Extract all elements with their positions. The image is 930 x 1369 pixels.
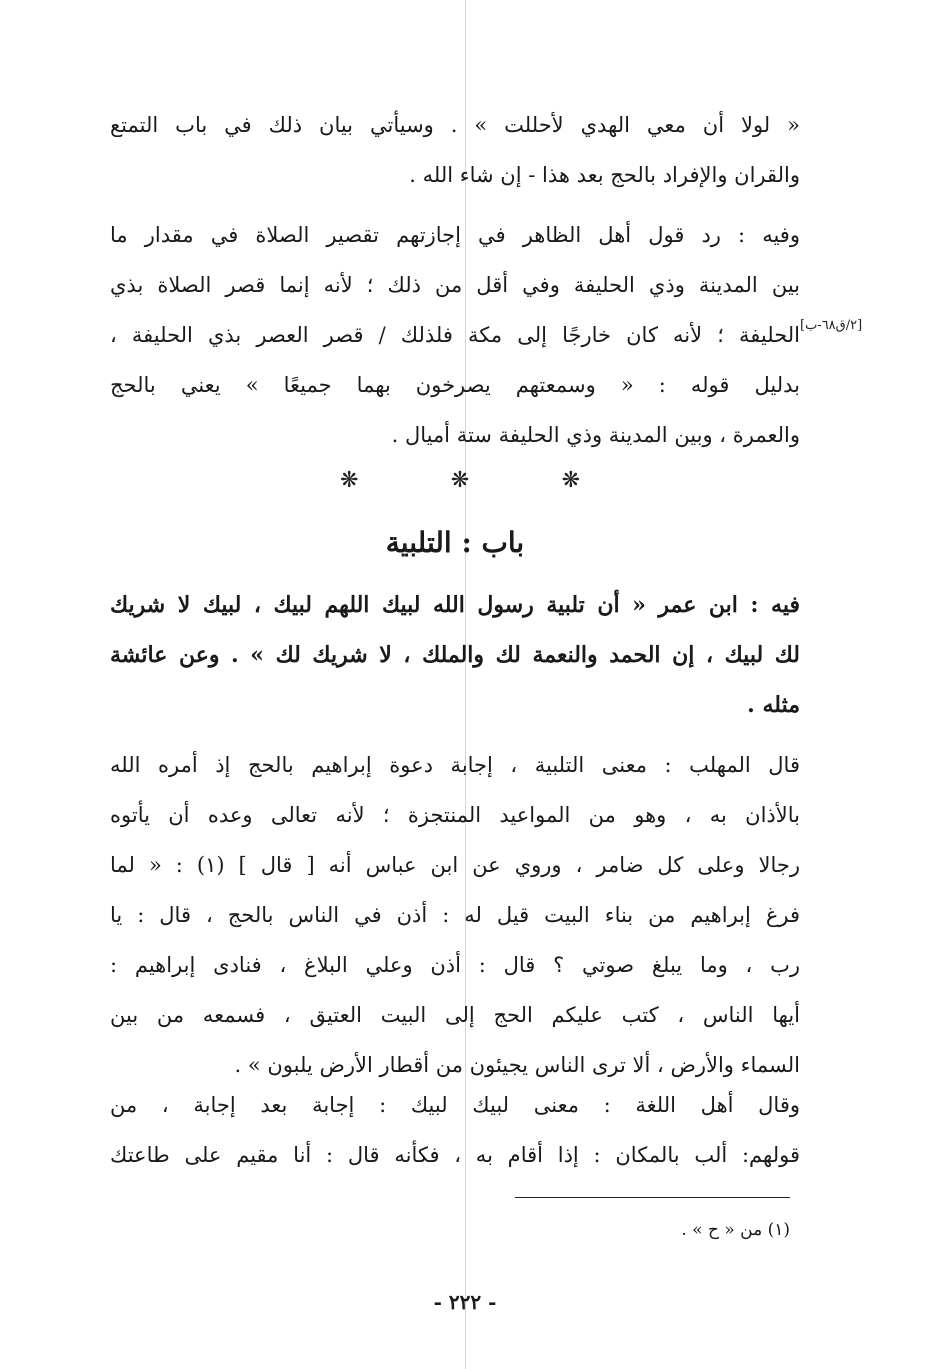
text-line: بين المدينة وذي الحليفة وفي أقل من ذلك ؛ لأنه إنما قصر الصلاة بذي: [110, 273, 800, 297]
text-line: بالأذان به ، وهو من المواعيد المنتجزة ؛ لأنه تعالى وعده أن يأتوه: [110, 803, 800, 827]
text-line: الحليفة ؛ لأنه كان خارجًا إلى مكة فلذلك / قصر العصر بذي الحليفة ،: [110, 323, 800, 347]
paragraph-tamattu-reference: [110, 100, 800, 200]
page-number: - ٢٢٢ -: [433, 1290, 497, 1314]
text-line: فرغ إبراهيم من بناء البيت قيل له : أذن في الناس بالحج ، قال : يا: [110, 903, 800, 927]
footnote-divider: [515, 1197, 790, 1198]
text-line: لك لبيك ، إن الحمد والنعمة لك والملك ، لا شريك لك » . وعن عائشة: [110, 642, 800, 668]
hadith-text: [110, 580, 800, 730]
text-line: بدليل قوله : « وسمعتهم يصرخون بهما جميعًا » يعني بالحج: [110, 373, 800, 397]
text-line: قولهم: ألب بالمكان : إذا أقام به ، فكأنه قال : أنا مقيم على طاعتك: [110, 1143, 800, 1167]
commentary-muhallab: [110, 740, 800, 1090]
text-line: وقال أهل اللغة : معنى لبيك لبيك : إجابة بعد إجابة ، من: [110, 1093, 800, 1117]
text-line: فيه : ابن عمر « أن تلبية رسول الله لبيك اللهم لبيك ، لبيك لا شريك: [110, 592, 800, 618]
asterism-ornament: ❋: [561, 468, 580, 493]
text-line: رب ، وما يبلغ صوتي ؟ قال : أذن وعلي البلاغ ، فنادى إبراهيم :: [110, 953, 800, 977]
paragraph-zahiri-rebuttal: [110, 210, 800, 460]
text-line: مثله .: [747, 692, 800, 718]
text-line: « لولا أن معي الهدي لأحللت » . وسيأتي بيان ذلك في باب التمتع: [110, 113, 800, 137]
section-separator: [340, 468, 580, 493]
footnote: (١) من « ح » .: [681, 1220, 790, 1240]
text-line: السماء والأرض ، ألا ترى الناس يجيئون من أقطار الأرض يلبون » .: [234, 1053, 800, 1077]
commentary-linguists: [110, 1080, 800, 1180]
manuscript-folio-note: [٢/ق٦٨-ب]: [800, 318, 863, 333]
text-line: رجالا وعلى كل ضامر ، وروي عن ابن عباس أنه [ قال ] (١) : « لما: [110, 853, 800, 877]
text-line: والقران والإفراد بالحج بعد هذا - إن شاء الله .: [409, 163, 800, 187]
asterism-ornament: ❋: [340, 468, 359, 493]
text-line: أيها الناس ، كتب عليكم الحج إلى البيت العتيق ، فسمعه من بين: [110, 1003, 800, 1027]
text-line: قال المهلب : معنى التلبية ، إجابة دعوة إبراهيم بالحج إذ أمره الله: [110, 753, 800, 777]
chapter-title: باب : التلبية: [385, 526, 525, 559]
text-line: وفيه : رد قول أهل الظاهر في إجازتهم تقصير الصلاة في مقدار ما: [110, 223, 800, 247]
text-line: والعمرة ، وبين المدينة وذي الحليفة ستة أميال .: [391, 423, 800, 447]
asterism-ornament: ❋: [450, 468, 470, 493]
